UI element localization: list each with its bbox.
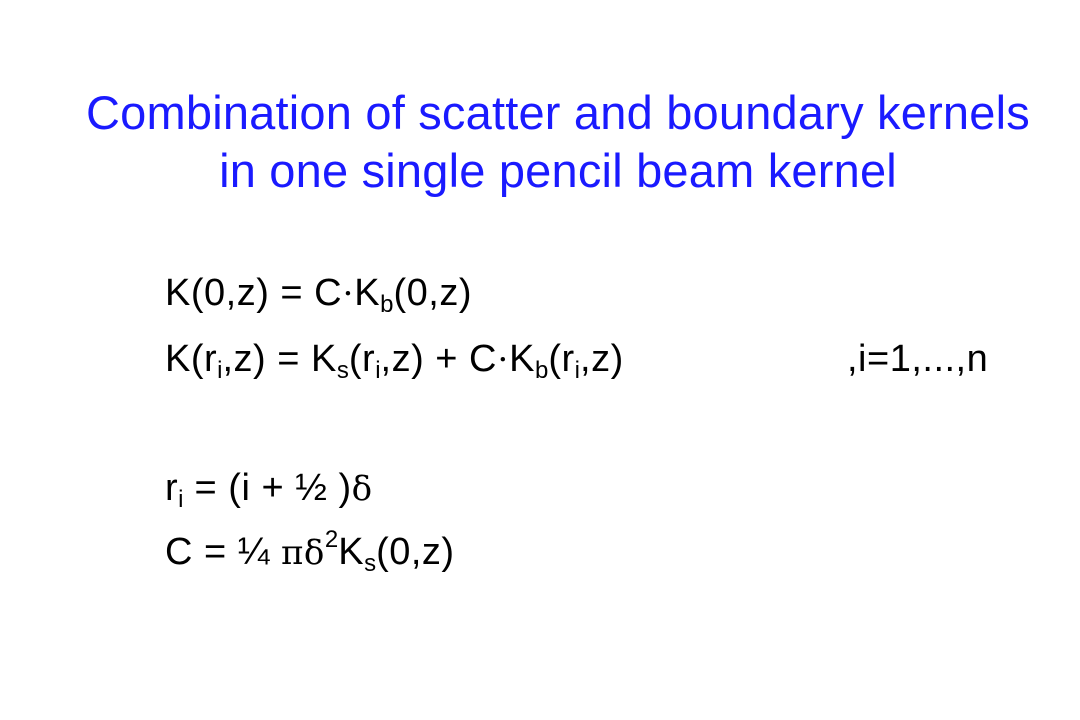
eq2-index-range: ,i=1,...,n (847, 338, 989, 380)
eq2-subscript-f: i (574, 357, 581, 384)
title-line-1: Combination of scatter and boundary kernels (86, 86, 1030, 139)
eq4-part-c: (0,z) (376, 531, 455, 573)
eq1-part-c: (0,z) (393, 272, 472, 314)
equation-4 (165, 526, 455, 579)
eq2-subscript-a: i (217, 357, 223, 384)
eq3-delta: δ (351, 469, 373, 509)
eq1-part-a: K(0,z) = C (165, 272, 343, 314)
eq4-part-a: C = ¼ (165, 531, 281, 573)
eq4-part-b: K (338, 531, 365, 573)
eq2-subscript-c: i (375, 357, 381, 384)
eq2-dot: ⋅ (497, 340, 510, 380)
eq4-pi: π (281, 533, 304, 573)
eq2-subscript-e: b (535, 357, 549, 384)
slide-title (0, 84, 1080, 200)
title-line-2: in one single pencil beam kernel (219, 144, 897, 197)
equation-2 (165, 337, 1065, 386)
eq2-part-e: K (509, 338, 535, 380)
eq2-part-a: K(r (165, 338, 218, 380)
eq3-part-a: r (165, 467, 179, 509)
equation-1 (165, 271, 472, 320)
eq2-part-b: ,z) = K (222, 338, 337, 380)
eq4-superscript: 2 (324, 526, 339, 553)
eq1-part-b: K (354, 272, 381, 314)
eq4-subscript-b: s (364, 550, 377, 577)
eq2-part-d: ,z) + C (380, 338, 497, 380)
eq3-part-b: = (i + ½ ) (183, 467, 352, 509)
eq2-subscript-b: s (336, 357, 349, 384)
eq2-part-g: ,z) (580, 338, 624, 380)
eq4-delta: δ (303, 533, 325, 573)
eq2-part-f: (r (548, 338, 575, 380)
eq3-subscript-a: i (178, 486, 184, 513)
eq2-part-c: (r (348, 338, 376, 380)
equation-3 (165, 466, 373, 515)
eq1-subscript-b: b (380, 291, 394, 318)
eq1-dot: ⋅ (342, 274, 355, 314)
